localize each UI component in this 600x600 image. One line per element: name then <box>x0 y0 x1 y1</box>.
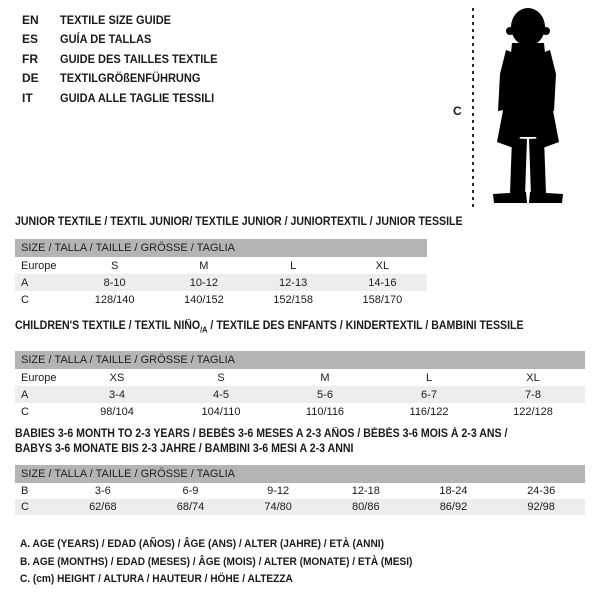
size-header-bar: SIZE / TALLA / TAILLE / GRÖSSE / TAGLIA <box>15 351 585 369</box>
size-cell: 14-16 <box>368 276 397 289</box>
row-label-cell: C <box>21 405 29 418</box>
size-cell: XL <box>375 259 390 272</box>
table-row <box>15 274 427 291</box>
language-row <box>22 69 231 89</box>
toddler-silhouette-image <box>481 6 573 212</box>
table-row <box>15 369 585 386</box>
size-cell: 98/104 <box>100 405 134 418</box>
row-label-cell: Europe <box>21 259 57 272</box>
language-title: GUIDA ALLE TAGLIE TESSILI <box>60 90 215 105</box>
language-code: EN <box>22 12 39 27</box>
table-row <box>15 257 427 274</box>
size-cell: 158/170 <box>362 293 403 306</box>
childrens-size-table <box>15 351 585 420</box>
size-cell: 62/68 <box>89 501 117 513</box>
size-cell: L <box>290 259 297 272</box>
legend-notes <box>20 536 447 589</box>
language-code: IT <box>22 90 33 105</box>
size-cell: 12-13 <box>279 276 308 289</box>
size-cell: 104/110 <box>201 405 241 418</box>
childrens-title-suffix: / TEXTILE DES ENFANTS / KINDERTEXTIL / BAMBINI TESSILE <box>207 320 524 332</box>
childrens-title-prefix: CHILDREN'S TEXTILE / TEXTIL NIÑO <box>15 320 201 332</box>
size-cell: 6-7 <box>421 388 437 401</box>
language-title: TEXTILGRÖßENFÜHRUNG <box>60 71 201 86</box>
size-cell: 116/122 <box>409 405 449 418</box>
size-cell: 12-18 <box>351 485 380 497</box>
childrens-title-subscript: /A <box>200 325 208 335</box>
size-cell: 140/152 <box>183 293 224 306</box>
table-row <box>15 483 585 499</box>
size-cell: 8-10 <box>103 276 126 289</box>
size-cell: 10-12 <box>189 276 218 289</box>
size-cell: XS <box>109 371 125 384</box>
language-code: DE <box>22 71 39 86</box>
row-label-cell: Europe <box>21 371 57 384</box>
row-label-cell: B <box>21 485 29 497</box>
childrens-table-title <box>15 319 539 337</box>
childrens-textile-section <box>15 319 585 420</box>
note-height-cm: C. (cm) HEIGHT / ALTURA / HAUTEUR / HÖHE / ALTEZZA <box>20 573 293 585</box>
note-age-years: A. AGE (YEARS) / EDAD (AÑOS) / ÂGE (ANS) / ALTER (JAHRE) / ETÀ (ANNI) <box>20 538 384 550</box>
size-cell: 110/116 <box>305 405 345 418</box>
size-cell: 6-9 <box>182 485 199 497</box>
row-label-cell: A <box>21 276 29 289</box>
table-row <box>15 386 585 403</box>
babies-textile-section <box>15 427 585 515</box>
size-cell: 152/158 <box>273 293 313 306</box>
language-title: TEXTILE SIZE GUIDE <box>60 12 172 27</box>
size-cell: L <box>425 371 433 384</box>
row-label-cell: A <box>21 388 29 401</box>
row-label-cell: C <box>21 501 29 513</box>
size-cell: 80/86 <box>352 501 380 513</box>
babies-table-title <box>15 427 585 457</box>
size-cell: 18-24 <box>439 485 468 497</box>
babies-size-table <box>15 465 585 515</box>
size-cell: M <box>199 259 209 272</box>
language-title-list <box>22 10 231 108</box>
size-cell: 74/80 <box>264 501 292 513</box>
size-header-bar: SIZE / TALLA / TAILLE / GRÖSSE / TAGLIA <box>15 239 427 257</box>
junior-size-table <box>15 239 427 308</box>
size-cell: 92/98 <box>527 501 555 513</box>
language-code: FR <box>22 51 38 66</box>
size-cell: 5-6 <box>317 388 333 401</box>
size-cell: M <box>320 371 330 384</box>
language-row <box>22 30 231 50</box>
note-age-months: B. AGE (MONTHS) / EDAD (MESES) / ÂGE (MOIS) / ALTER (MONATE) / ETÀ (MESI) <box>20 555 413 568</box>
babies-title-line2: BABYS 3-6 MONATE BIS 2-3 JAHRE / BAMBINI 3-6 MESI A 2-3 ANNI <box>15 443 354 455</box>
size-cell: XL <box>526 371 540 384</box>
size-cell: 122/128 <box>513 405 553 418</box>
language-row <box>22 49 231 69</box>
height-measure-line <box>472 8 474 210</box>
size-cell: 128/140 <box>94 293 135 306</box>
size-cell: 68/74 <box>176 501 205 513</box>
size-cell: 86/92 <box>439 501 468 513</box>
language-title: GUÍA DE TALLAS <box>60 32 152 47</box>
table-row <box>15 291 427 308</box>
size-cell: 3-6 <box>94 485 111 497</box>
language-row <box>22 10 231 30</box>
junior-textile-section <box>15 215 463 308</box>
size-header-bar: SIZE / TALLA / TAILLE / GRÖSSE / TAGLIA <box>15 465 585 483</box>
table-row <box>15 499 585 515</box>
language-code: ES <box>22 32 39 47</box>
language-title: GUIDE DES TAILLES TEXTILE <box>60 51 218 66</box>
language-row <box>22 88 231 108</box>
size-cell: 3-4 <box>109 388 125 401</box>
size-cell: S <box>217 371 225 384</box>
size-cell: S <box>110 259 119 272</box>
junior-table-title: JUNIOR TEXTILE / TEXTIL JUNIOR/ TEXTILE JUNIOR / JUNIORTEXTIL / JUNIOR TESSILE <box>15 216 463 228</box>
table-row <box>15 403 585 420</box>
size-cell: 9-12 <box>267 485 290 497</box>
babies-title-line1: BABIES 3-6 MONTH TO 2-3 YEARS / BEBÉS 3-6 MESES A 2-3 AÑOS / BÉBÉS 3-6 MOIS À 2-3 ANS / <box>15 428 508 440</box>
row-label-cell: C <box>21 293 29 306</box>
height-measure-label: C <box>453 104 462 118</box>
size-cell: 7-8 <box>525 388 541 401</box>
size-cell: 4-5 <box>213 388 229 401</box>
size-cell: 24-36 <box>527 485 556 497</box>
